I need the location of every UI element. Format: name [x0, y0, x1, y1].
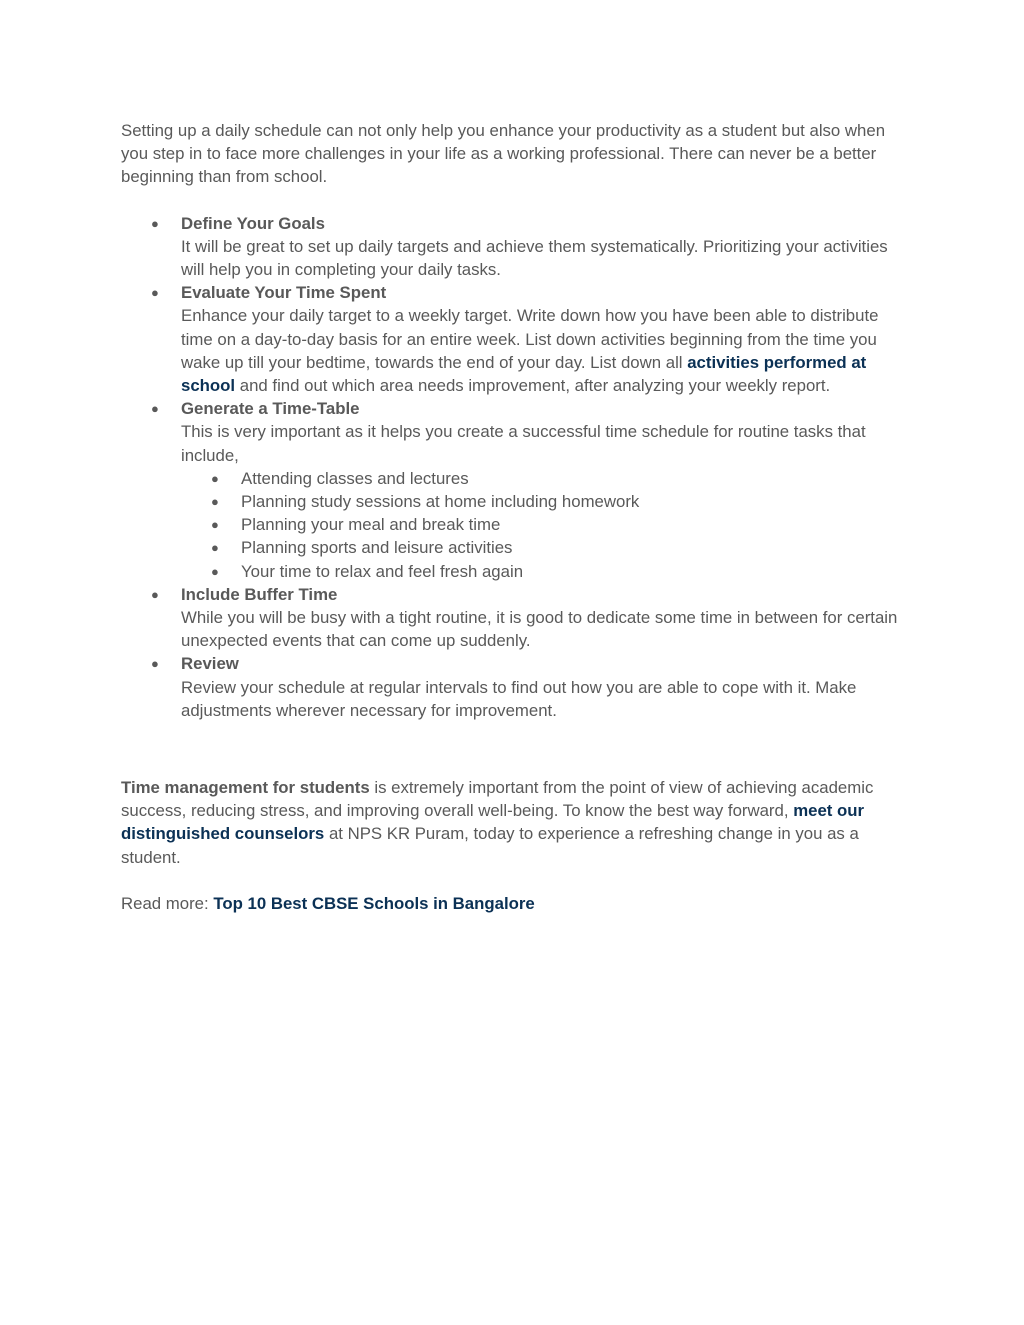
closing-bold-lead: Time management for students: [121, 778, 370, 798]
list-item-define-goals: [121, 212, 906, 282]
tip-body: It will be great to set up daily targets and achieve them systematically. Prioritizing your activities will help you in completing your daily tasks.: [181, 236, 888, 280]
sub-list-item: ● Attending classes and lectures: [181, 467, 906, 490]
read-more-line: [121, 892, 906, 915]
tip-body: Enhance your daily target to a weekly target. Write down how you have been able to distribute time on a day-to-day basis for an entire week. List down activities beginning from the time you wake up till your bedtime, towards the end of your day. List down all: [181, 306, 879, 372]
sub-list-item: ● Planning study sessions at home including homework: [181, 490, 906, 513]
tip-title: ● Evaluate Your Time Spent: [181, 283, 387, 303]
counselors-link[interactable]: meet our distinguished counselors: [121, 801, 865, 844]
tip-title: ● Generate a Time-Table: [181, 399, 360, 419]
tip-body: and find out which area needs improvement, after analyzing your weekly report.: [235, 376, 831, 396]
intro-paragraph: Setting up a daily schedule can not only help you enhance your productivity as a student but also when you step in to face more challenges in your life as a working professional. There can never be a better beginning than from school.: [121, 121, 886, 187]
activities-at-school-link[interactable]: activities performed at school: [181, 352, 867, 396]
list-item-evaluate-time: [121, 281, 906, 397]
sub-list-item: ● Planning your meal and break time: [181, 513, 906, 536]
list-item-buffer-time: [121, 583, 906, 653]
document-page: [121, 119, 906, 915]
tip-body: While you will be busy with a tight routine, it is good to dedicate some time in between for certain unexpected events that can come up suddenly.: [181, 608, 898, 651]
tips-list: [121, 212, 906, 722]
top-cbse-schools-link[interactable]: Top 10 Best CBSE Schools in Bangalore: [213, 893, 535, 913]
tip-body: This is very important as it helps you create a successful time schedule for routine tasks that include,: [181, 422, 866, 465]
read-more-label: Read more:: [121, 893, 214, 913]
tip-title: ● Define Your Goals: [181, 213, 325, 233]
list-item-review: [121, 652, 906, 722]
closing-text: at NPS KR Puram, today to experience a refreshing change in you as a student.: [121, 824, 859, 867]
tip-body: Review your schedule at regular intervals to find out how you are able to cope with it. Make adjustments wherever necessary for improvement.: [181, 677, 857, 720]
timetable-sub-list: [181, 467, 906, 583]
tip-title: ● Review: [181, 654, 239, 674]
list-item-generate-timetable: [121, 397, 906, 583]
closing-paragraph: [121, 776, 906, 869]
closing-text: is extremely important from the point of view of achieving academic success, reducing stress, and improving overall well-being. To know the best way forward,: [121, 778, 874, 821]
tip-title: ● Include Buffer Time: [181, 584, 338, 604]
sub-list-item: ● Planning sports and leisure activities: [181, 536, 906, 559]
sub-list-item: ● Your time to relax and feel fresh again: [181, 560, 906, 583]
